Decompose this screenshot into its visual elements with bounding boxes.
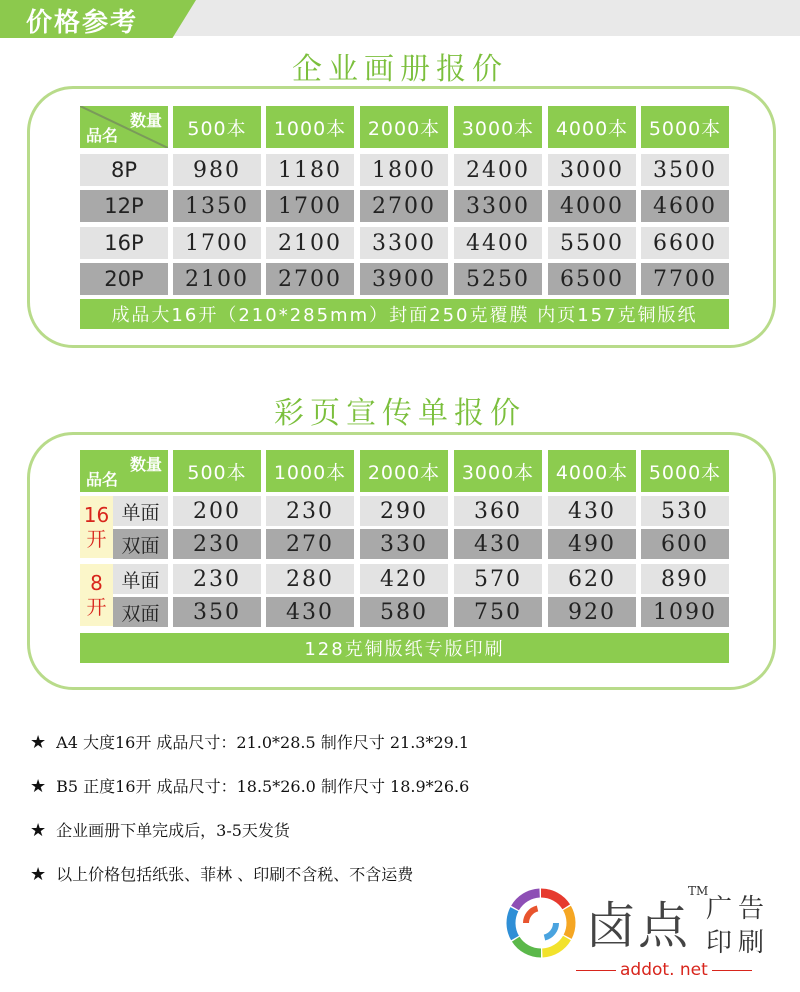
- header-corner-cell: [80, 450, 168, 492]
- price-cell: 600: [641, 529, 729, 559]
- note-item: ★ 企业画册下单完成后，3-5天发货: [30, 820, 290, 841]
- column-header: 5000本: [641, 450, 729, 492]
- price-cell: 1700: [173, 227, 261, 259]
- price-cell: 350: [173, 597, 261, 627]
- price-cell: 280: [266, 564, 354, 594]
- price-cell: 580: [360, 597, 448, 627]
- price-cell: 7700: [641, 263, 729, 295]
- price-cell: 3500: [641, 154, 729, 186]
- size-number: 8: [90, 571, 103, 595]
- note-item: ★ A4 大度16开 成品尺寸：21.0*28.5 制作尺寸 21.3*29.1: [30, 732, 470, 753]
- column-header: 500本: [173, 450, 261, 492]
- column-header: 1000本: [266, 106, 354, 148]
- price-cell: 570: [454, 564, 542, 594]
- size-label: [80, 496, 113, 558]
- size-number: 16: [83, 503, 110, 527]
- column-header: 1000本: [266, 450, 354, 492]
- price-cell: 1180: [266, 154, 354, 186]
- column-header: 500本: [173, 106, 261, 148]
- price-cell: 5250: [454, 263, 542, 295]
- row-label: 8P: [80, 154, 168, 186]
- column-header: 3000本: [454, 106, 542, 148]
- price-cell: 230: [173, 529, 261, 559]
- price-cell: 2100: [266, 227, 354, 259]
- price-cell: 430: [548, 496, 636, 526]
- corner-product-label: 品名: [86, 126, 119, 145]
- price-cell: 620: [548, 564, 636, 594]
- price-cell: 5500: [548, 227, 636, 259]
- price-cell: 1800: [360, 154, 448, 186]
- price-cell: 2100: [173, 263, 261, 295]
- price-cell: 6500: [548, 263, 636, 295]
- price-cell: 1090: [641, 597, 729, 627]
- price-cell: 4000: [548, 190, 636, 222]
- logo-tagline-1: 广告: [706, 894, 771, 924]
- row-label: 20P: [80, 263, 168, 295]
- price-cell: 290: [360, 496, 448, 526]
- price-cell: 430: [454, 529, 542, 559]
- side-label: 单面: [113, 564, 168, 594]
- price-cell: 3000: [548, 154, 636, 186]
- row-label: 16P: [80, 227, 168, 259]
- row-label: 12P: [80, 190, 168, 222]
- flyer-title: 彩页宣传单报价: [274, 396, 526, 431]
- price-cell: 430: [266, 597, 354, 627]
- price-cell: 270: [266, 529, 354, 559]
- album-spec-footer: 成品大16开（210*285mm）封面250克覆膜 内页157克铜版纸: [80, 299, 729, 329]
- price-cell: 3300: [454, 190, 542, 222]
- side-label: 双面: [113, 597, 168, 627]
- price-cell: 360: [454, 496, 542, 526]
- price-cell: 980: [173, 154, 261, 186]
- price-cell: 920: [548, 597, 636, 627]
- price-cell: 1700: [266, 190, 354, 222]
- column-header: 4000本: [548, 450, 636, 492]
- side-label: 单面: [113, 496, 168, 526]
- url-divider: [576, 970, 616, 971]
- logo-url[interactable]: addot. net: [620, 960, 708, 980]
- price-cell: 3300: [360, 227, 448, 259]
- column-header: 2000本: [360, 106, 448, 148]
- corner-product-label: 品名: [86, 470, 119, 489]
- price-cell: 420: [360, 564, 448, 594]
- star-icon: ★: [30, 776, 47, 797]
- note-item: ★ 以上价格包括纸张、菲林 、印刷不含税、不含运费: [30, 864, 414, 885]
- price-cell: 490: [548, 529, 636, 559]
- album-title: 企业画册报价: [292, 52, 508, 87]
- price-cell: 230: [266, 496, 354, 526]
- price-cell: 2700: [266, 263, 354, 295]
- column-header: 5000本: [641, 106, 729, 148]
- column-header: 2000本: [360, 450, 448, 492]
- price-cell: 200: [173, 496, 261, 526]
- header-title: 价格参考: [26, 8, 139, 38]
- corner-quantity-label: 数量: [129, 111, 162, 130]
- star-icon: ★: [30, 732, 47, 753]
- note-item: ★ B5 正度16开 成品尺寸：18.5*26.0 制作尺寸 18.9*26.6: [30, 776, 470, 797]
- price-cell: 3900: [360, 263, 448, 295]
- price-cell: 530: [641, 496, 729, 526]
- logo: [502, 880, 798, 992]
- price-cell: 330: [360, 529, 448, 559]
- price-cell: 2700: [360, 190, 448, 222]
- side-label: 双面: [113, 529, 168, 559]
- price-cell: 890: [641, 564, 729, 594]
- url-divider: [712, 970, 752, 971]
- price-cell: 4600: [641, 190, 729, 222]
- price-cell: 4400: [454, 227, 542, 259]
- column-header: 3000本: [454, 450, 542, 492]
- size-unit: 开: [86, 595, 107, 619]
- logo-brand: 卤点: [586, 897, 690, 955]
- star-icon: ★: [30, 820, 47, 841]
- price-cell: 750: [454, 597, 542, 627]
- price-cell: 1350: [173, 190, 261, 222]
- corner-quantity-label: 数量: [129, 455, 162, 474]
- price-cell: 6600: [641, 227, 729, 259]
- star-icon: ★: [30, 864, 47, 885]
- header-corner-cell: [80, 106, 168, 148]
- price-cell: 230: [173, 564, 261, 594]
- size-unit: 开: [86, 527, 107, 551]
- flyer-spec-footer: 128克铜版纸专版印刷: [80, 633, 729, 663]
- logo-swirl-icon: [504, 886, 578, 960]
- logo-tagline-2: 印刷: [706, 928, 771, 958]
- size-label: [80, 564, 113, 626]
- logo-tm: TM: [688, 884, 709, 898]
- column-header: 4000本: [548, 106, 636, 148]
- price-cell: 2400: [454, 154, 542, 186]
